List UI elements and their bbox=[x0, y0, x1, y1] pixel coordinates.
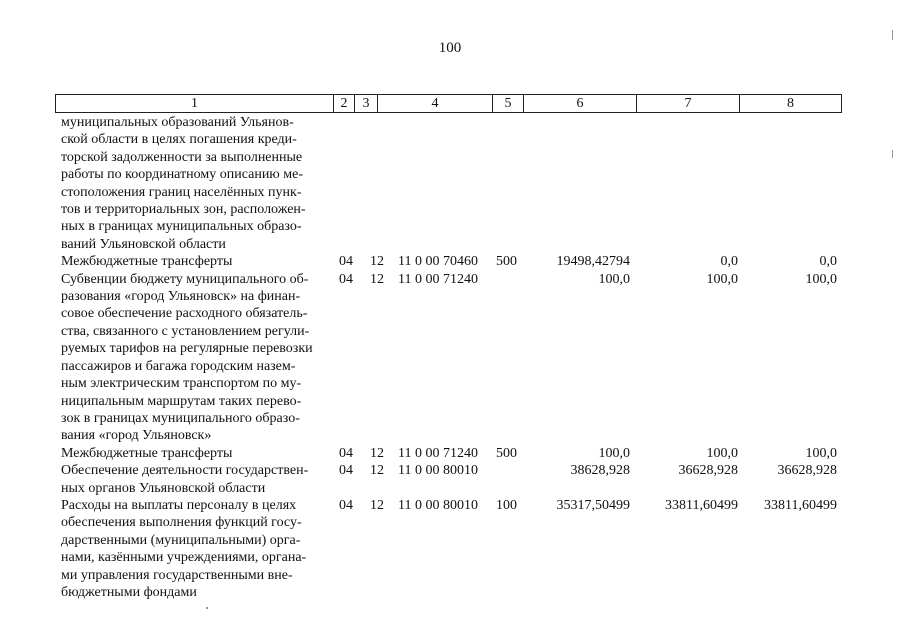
cell-amount-6: 19498,42794 bbox=[556, 254, 630, 270]
column-header-3: 3 bbox=[355, 95, 378, 113]
cell-amount-8: 0,0 bbox=[819, 254, 837, 270]
budget-table-body bbox=[55, 114, 845, 601]
table-row bbox=[55, 462, 845, 497]
row-description: Субвенции бюджету муниципального об- разования «город Ульяновск» на финан- совое обеспечение расходного обязатель- ства, связанного с установлением регули- руемых тарифов на регулярные перевозки пассажиров и багажа городским назем- ным электрическим транспортом по му- ниципальным маршрутам таких перево- зок в границах муниципального образо- вания «город Ульяновск» bbox=[61, 271, 313, 444]
table-row bbox=[55, 497, 845, 601]
cell-amount-7: 33811,60499 bbox=[665, 497, 738, 513]
page-number: 100 bbox=[438, 40, 462, 56]
cell-amount-7: 0,0 bbox=[720, 254, 738, 270]
column-header-5: 5 bbox=[493, 95, 524, 113]
column-header-6: 6 bbox=[524, 95, 637, 113]
cell-target-article: 11 0 00 80010 bbox=[398, 463, 478, 479]
cell-amount-8: 36628,928 bbox=[777, 463, 837, 479]
column-header-4: 4 bbox=[378, 95, 493, 113]
cell-amount-7: 100,0 bbox=[706, 271, 738, 287]
cell-subsection: 12 bbox=[370, 271, 384, 287]
column-header-row bbox=[56, 95, 842, 113]
cell-section: 04 bbox=[339, 254, 353, 270]
row-description: Межбюджетные трансферты bbox=[61, 254, 233, 270]
cell-subsection: 12 bbox=[370, 463, 384, 479]
column-header-1: 1 bbox=[56, 95, 334, 113]
cell-amount-6: 38628,928 bbox=[570, 463, 630, 479]
cell-section: 04 bbox=[339, 271, 353, 287]
cell-target-article: 11 0 00 70460 bbox=[398, 254, 478, 270]
cell-subsection: 12 bbox=[370, 254, 384, 270]
column-header-7: 7 bbox=[637, 95, 740, 113]
cell-expense-type: 500 bbox=[496, 254, 517, 270]
scan-speck bbox=[892, 30, 893, 40]
row-description: Расходы на выплаты персоналу в целях обеспечения выполнения функций госу- дарственными (муниципальными) орга- нами, казёнными учреждениями, органа- ми управления государственными вне- бюджетными фондами bbox=[61, 497, 307, 600]
cell-amount-6: 100,0 bbox=[598, 445, 630, 461]
scan-speck bbox=[892, 150, 893, 158]
cell-amount-8: 100,0 bbox=[805, 445, 837, 461]
table-row bbox=[55, 271, 845, 445]
cell-amount-6: 100,0 bbox=[598, 271, 630, 287]
scan-speck bbox=[206, 607, 208, 609]
cell-expense-type: 500 bbox=[496, 445, 517, 461]
column-header-table bbox=[55, 94, 842, 113]
cell-subsection: 12 bbox=[370, 445, 384, 461]
cell-target-article: 11 0 00 71240 bbox=[398, 271, 478, 287]
cell-target-article: 11 0 00 71240 bbox=[398, 445, 478, 461]
row-description: Межбюджетные трансферты bbox=[61, 445, 233, 461]
cell-subsection: 12 bbox=[370, 497, 384, 513]
cell-expense-type: 100 bbox=[496, 497, 517, 513]
row-description: муниципальных образований Ульянов- ской области в целях погашения креди- торской задолженности за выполненные работы по координатному описанию ме- стоположения границ населённых пунк- тов и территориальных зон, расположен- ных в границах муниципальных образо- ваний Ульяновской области bbox=[61, 115, 306, 252]
cell-amount-8: 33811,60499 bbox=[764, 497, 837, 513]
cell-amount-6: 35317,50499 bbox=[556, 497, 630, 513]
table-row bbox=[55, 445, 845, 462]
column-header-8: 8 bbox=[740, 95, 842, 113]
cell-section: 04 bbox=[339, 463, 353, 479]
column-header-2: 2 bbox=[334, 95, 355, 113]
cell-amount-7: 36628,928 bbox=[678, 463, 738, 479]
table-row bbox=[55, 253, 845, 270]
cell-section: 04 bbox=[339, 445, 353, 461]
cell-section: 04 bbox=[339, 497, 353, 513]
cell-amount-7: 100,0 bbox=[706, 445, 738, 461]
cell-target-article: 11 0 00 80010 bbox=[398, 497, 478, 513]
row-description: Обеспечение деятельности государствен- ных органов Ульяновской области bbox=[61, 463, 309, 496]
table-row bbox=[55, 114, 845, 253]
cell-amount-8: 100,0 bbox=[805, 271, 837, 287]
